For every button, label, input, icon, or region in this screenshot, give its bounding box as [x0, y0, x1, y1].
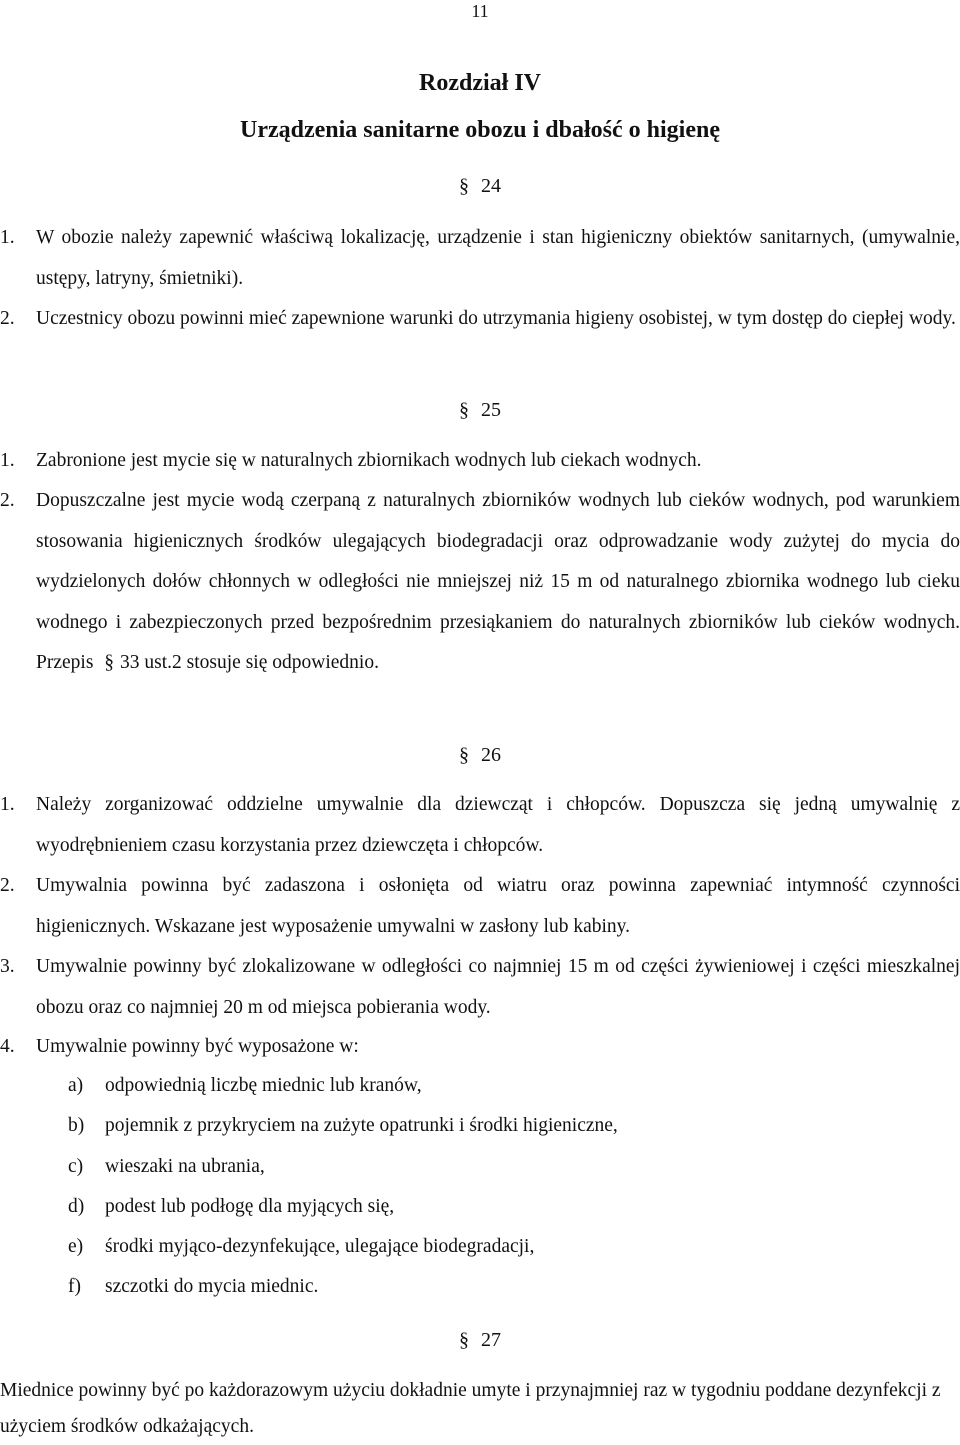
item-text-part-1: Dopuszczalne jest mycie wodą czerpaną z naturalnych zbiorników wodnych lub cieków wodnych, pod warunkiem stosowania higienicznych środków ulegających biodegradacji oraz odprowadzanie wody zużytej do mycia do wydzielonych dołów chłonnych w odległości nie mniejszej niż 15 m od naturalnego zbiornika wodnego lub cieku wodnego i zabezpieczonych przed bezpośrednim przesiąkaniem do naturalnych zbiorników lub cieków wodnych. Przepis: [36, 490, 960, 673]
item-text: Umywalnie powinny być zlokalizowane w odległości co najmniej 15 m od części żywieniowej i części mieszkalnej obozu oraz co najmniej 20 m od miejsca pobierania wody.: [36, 956, 960, 1018]
item-number: 2.: [0, 490, 15, 511]
list-text: podest lub podłogę dla myjących się,: [105, 1195, 395, 1217]
item-number: 2.: [0, 875, 15, 896]
list-item: [68, 1106, 948, 1146]
equipment-list: [68, 1066, 948, 1308]
list-letter: b): [68, 1115, 85, 1137]
list-text: pojemnik z przykryciem na zużyte opatrunki i środki higieniczne,: [105, 1115, 618, 1137]
item-number: 3.: [0, 956, 15, 977]
section-24-heading: [0, 173, 960, 199]
page-number: 11: [471, 1, 489, 21]
item-number: 4.: [0, 1036, 15, 1057]
section-symbol: §: [104, 652, 115, 673]
item-text: [36, 481, 960, 684]
list-letter: c): [68, 1155, 84, 1177]
list-letter: e): [68, 1236, 84, 1258]
item-text: Zabronione jest mycie się w naturalnych zbiornikach wodnych lub ciekach wodnych.: [36, 450, 702, 471]
section-symbol: §: [459, 744, 469, 766]
section-27-heading: [0, 1327, 960, 1353]
list-item: [68, 1187, 948, 1227]
paragraph-24-item-2: [0, 299, 960, 340]
item-number: 1.: [0, 227, 15, 248]
section-symbol: §: [459, 1329, 469, 1351]
list-letter: a): [68, 1075, 84, 1096]
item-text: W obozie należy zapewnić właściwą lokalizację, urządzenie i stan higieniczny obiektów sanitarnych, (umywalnie, ustępy, latryny, śmietniki).: [36, 227, 960, 289]
paragraph-25-item-2: [0, 481, 960, 684]
paragraph-26-item-1: [0, 785, 960, 866]
item-number: 1.: [0, 450, 15, 471]
list-item: [68, 1066, 948, 1106]
item-number: 1.: [0, 794, 15, 815]
paragraph-26-item-3: [0, 947, 960, 1028]
chapter-number: Rozdział IV: [419, 70, 541, 96]
section-symbol: §: [459, 175, 469, 197]
list-text: środki myjąco-dezynfekujące, ulegające biodegradacji,: [105, 1236, 535, 1258]
section-25-heading: [0, 397, 960, 423]
section-26-heading: [0, 742, 960, 768]
list-text: wieszaki na ubrania,: [105, 1155, 265, 1177]
chapter-title: Urządzenia sanitarne obozu i dbałość o higienę: [239, 117, 720, 143]
section-symbol: §: [459, 399, 469, 421]
section-number: 24: [481, 175, 501, 197]
list-letter: f): [68, 1276, 81, 1298]
item-text: Uczestnicy obozu powinni mieć zapewnione warunki do utrzymania higieny osobistej, w tym dostęp do ciepłej wody.: [36, 308, 956, 329]
list-item: [68, 1227, 948, 1267]
list-text: odpowiednią liczbę miednic lub kranów,: [105, 1075, 422, 1096]
item-text: Umywalnia powinna być zadaszona i osłonięta od wiatru oraz powinna zapewniać intymność czynności higienicznych. Wskazane jest wyposażenie umywalni w zasłony lub kabiny.: [36, 875, 960, 937]
section-number: 26: [481, 744, 501, 766]
section-number: 25: [481, 399, 501, 421]
paragraph-27-text: Miednice powinny być po każdorazowym użyciu dokładnie umyte i przynajmniej raz w tygodniu poddane dezynfekcji z użyciem środków odkażających.: [0, 1380, 941, 1437]
item-text-part-2: 33 ust.2 stosuje się odpowiednio.: [120, 652, 379, 673]
section-number: 27: [481, 1329, 501, 1351]
list-text: szczotki do mycia miednic.: [105, 1276, 319, 1298]
list-item: [68, 1147, 948, 1187]
list-letter: d): [68, 1195, 85, 1217]
paragraph-25-item-1: [0, 441, 960, 482]
list-item: [68, 1267, 948, 1307]
paragraph-26-item-2: [0, 866, 960, 947]
item-text: Umywalnie powinny być wyposażone w:: [36, 1036, 359, 1057]
paragraph-26-item-4: [0, 1027, 960, 1068]
item-number: 2.: [0, 308, 15, 329]
paragraph-24-item-1: [0, 218, 960, 299]
item-text: Należy zorganizować oddzielne umywalnie dla dziewcząt i chłopców. Dopuszcza się jedną umywalnię z wyodrębnieniem czasu korzystania przez dziewczęta i chłopców.: [36, 794, 960, 856]
